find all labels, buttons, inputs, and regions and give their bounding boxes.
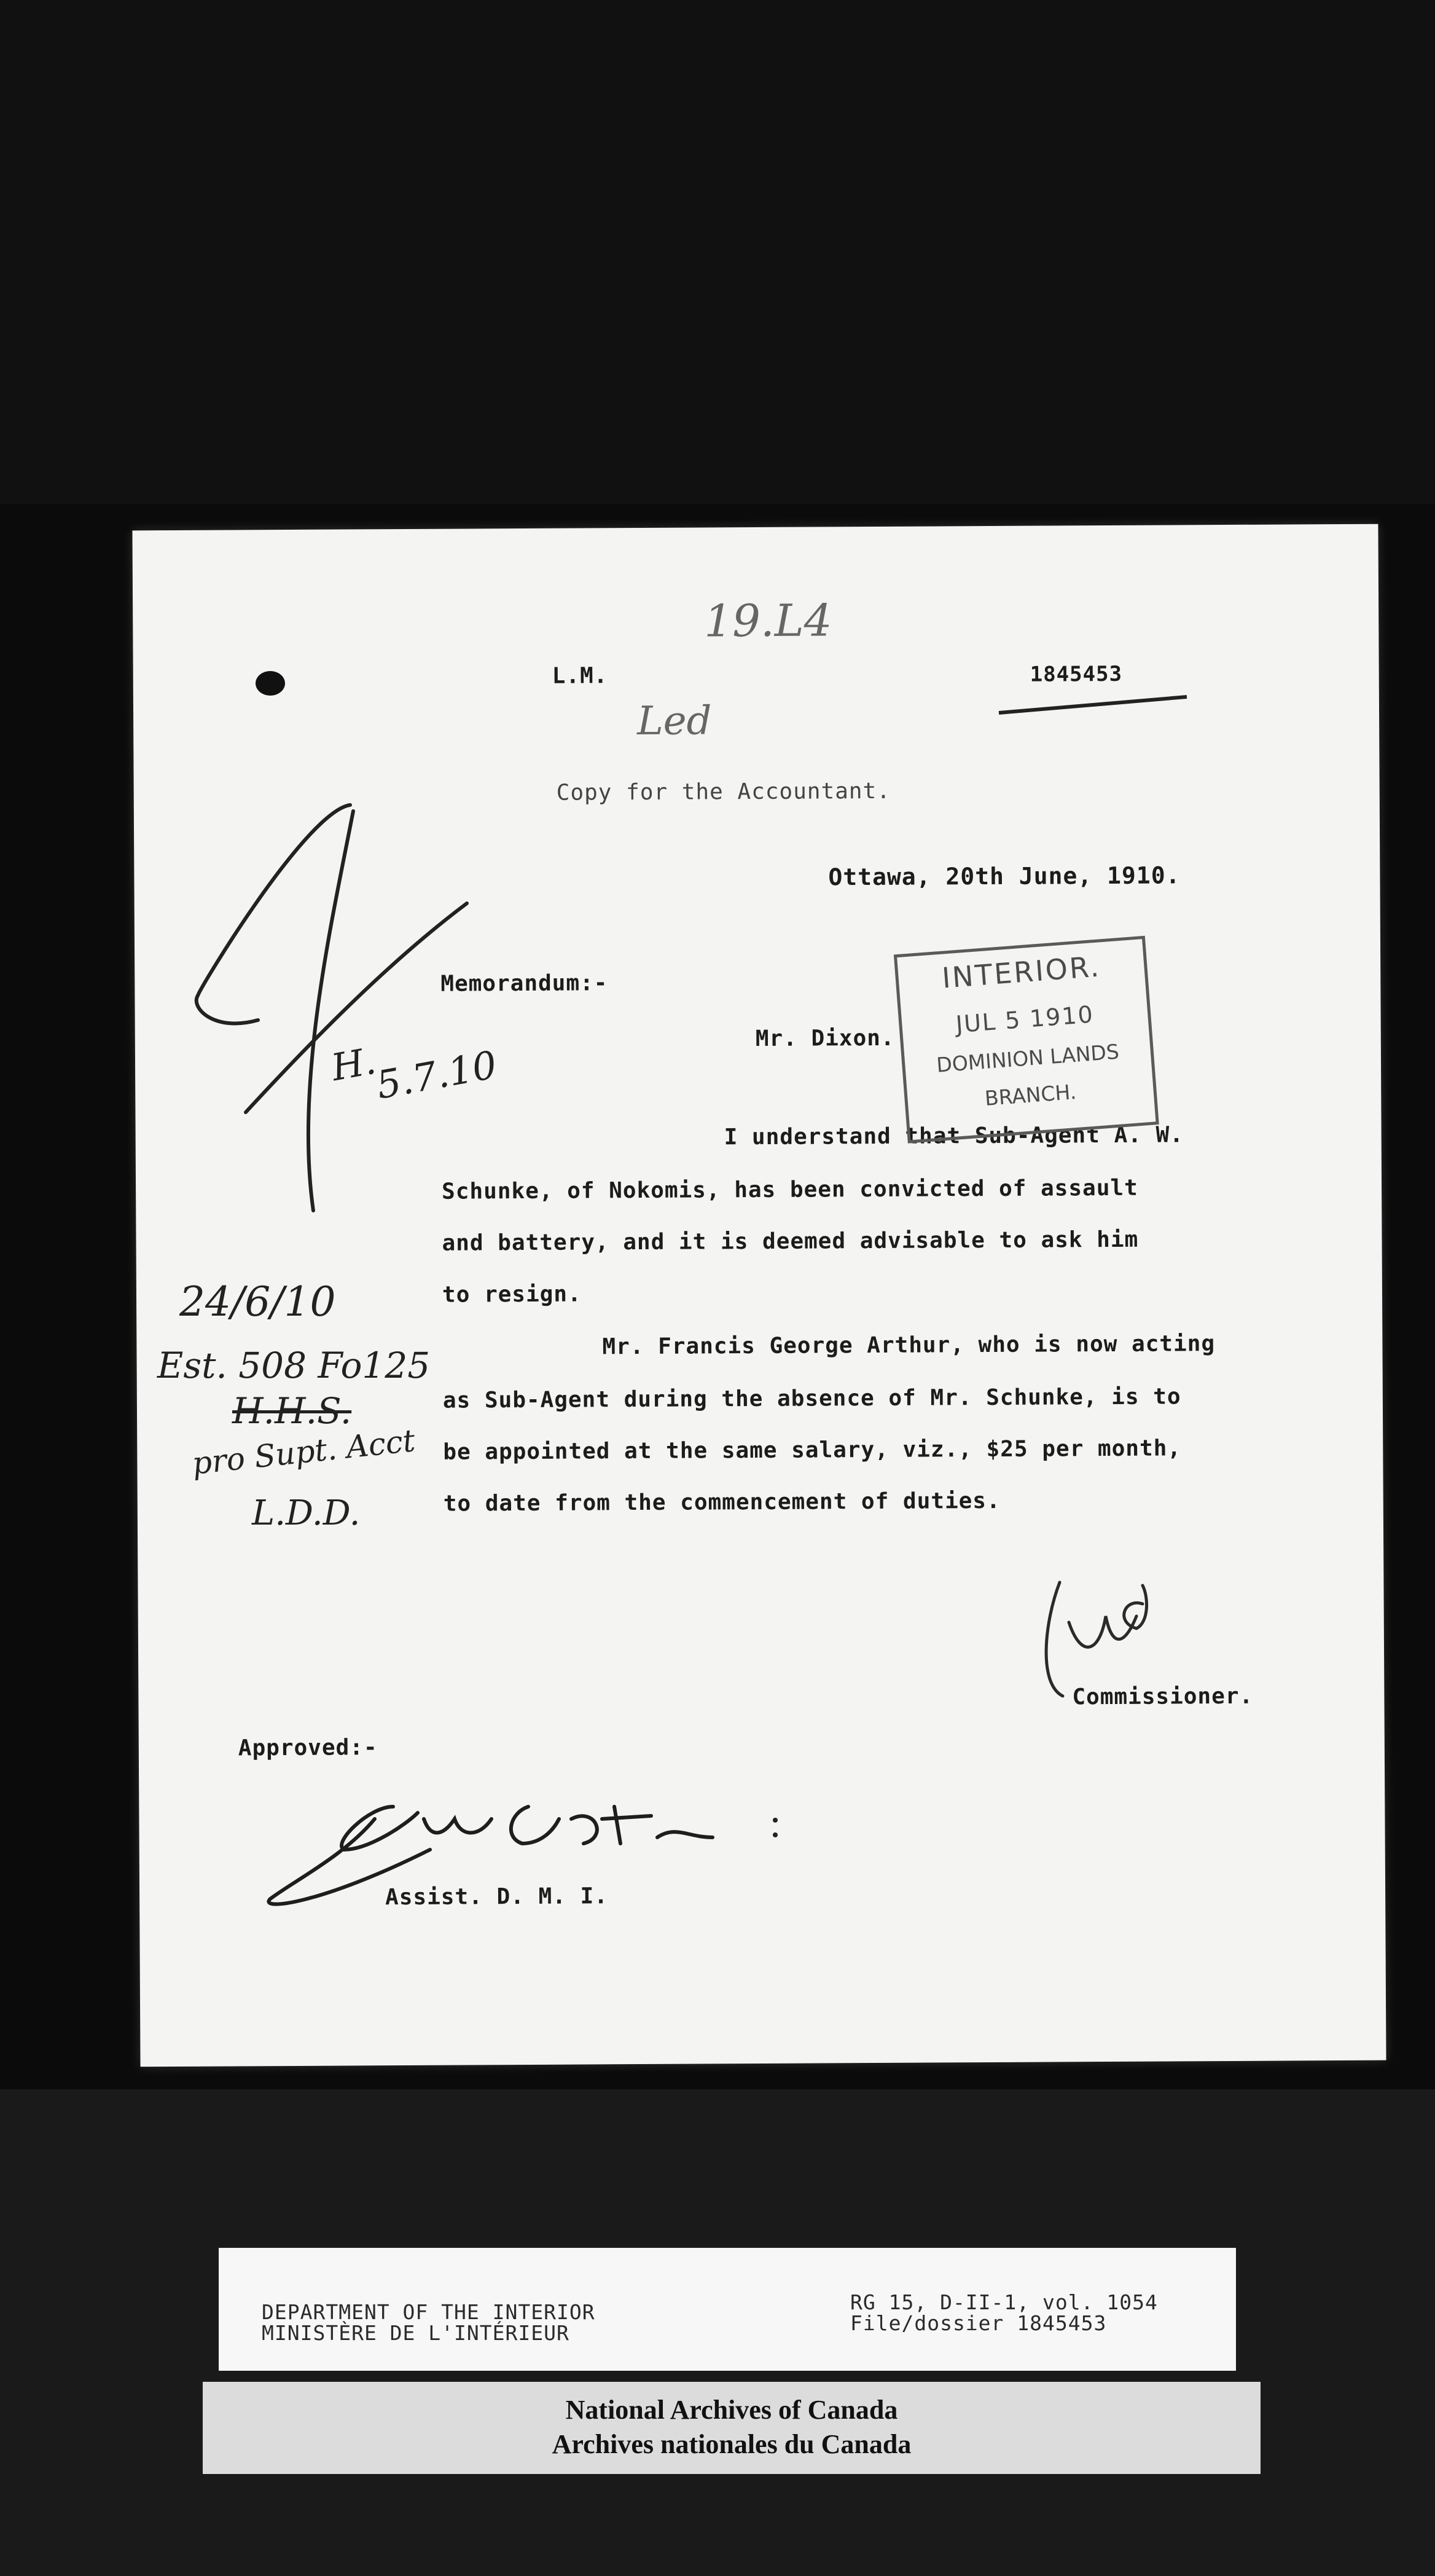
- margin-note-date: 24/6/10: [179, 1278, 336, 1325]
- department-fr: MINISTÈRE DE L'INTÉRIEUR: [262, 2321, 569, 2345]
- commissioner-signature: [1046, 1582, 1146, 1696]
- stamp-date: JUL 5 1910: [955, 1000, 1095, 1039]
- department-en: DEPARTMENT OF THE INTERIOR: [262, 2300, 595, 2324]
- record-group: RG 15, D-II-1, vol. 1054: [850, 2290, 1158, 2314]
- copy-note: Copy for the Accountant.: [556, 778, 891, 806]
- handwritten-top-note: 19.L4: [704, 594, 832, 647]
- approver-title: Assist. D. M. I.: [385, 1883, 609, 1910]
- file-number: 1845453: [1030, 661, 1123, 687]
- paragraph2-line3: be appointed at the same salary, viz., $25 per month,: [443, 1435, 1182, 1465]
- stamp-branch-line2: BRANCH.: [983, 1079, 1077, 1111]
- stamp-branch-line1: DOMINION LANDS: [936, 1039, 1120, 1077]
- header-initials: L.M.: [552, 663, 608, 689]
- memo-label: Memorandum:-: [440, 970, 608, 997]
- archives-name-en: National Archives of Canada: [565, 2395, 898, 2425]
- stamp-title: INTERIOR.: [940, 949, 1102, 995]
- approved-label: Approved:-: [238, 1735, 378, 1761]
- margin-note-ldd: L.D.D.: [252, 1493, 361, 1533]
- addressee: Mr. Dixon.: [755, 1025, 895, 1052]
- handwritten-initials: Led: [636, 698, 712, 745]
- archives-name-fr: Archives nationales du Canada: [552, 2429, 912, 2459]
- archive-reference-label: [219, 2248, 1236, 2371]
- date-line: Ottawa, 20th June, 1910.: [828, 862, 1181, 891]
- paragraph2-line1: Mr. Francis George Arthur, who is now acting: [602, 1331, 1216, 1360]
- signer-title: Commissioner.: [1072, 1683, 1254, 1710]
- margin-note-supt: pro Supt. Acct: [190, 1423, 417, 1482]
- pen-slash-mark: [197, 805, 467, 1211]
- paragraph2-line2: as Sub-Agent during the absence of Mr. Schunke, is to: [442, 1384, 1181, 1413]
- approver-signature: [268, 1807, 713, 1904]
- paragraph1-line2: Schunke, of Nokomis, has been convicted of assault: [442, 1175, 1138, 1204]
- paragraph2-line4: to date from the commencement of duties.: [443, 1488, 1001, 1517]
- punch-hole: [256, 671, 285, 696]
- file-number-underline: [999, 697, 1187, 713]
- paragraph1-line3: and battery, and it is deemed advisable to ask him: [442, 1227, 1139, 1256]
- margin-note-est: Est. 508 Fo125: [157, 1345, 431, 1386]
- reference-numbers: [850, 2292, 1158, 2334]
- handwritten-initial-h: H.: [328, 1039, 380, 1090]
- paragraph1-line4: to resign.: [442, 1281, 582, 1308]
- handwritten-date: 5.7.10: [373, 1042, 501, 1108]
- archives-name-label: [203, 2382, 1261, 2474]
- paragraph1-line1: I understand that Sub-Agent A. W.: [724, 1122, 1184, 1150]
- margin-note-initials: H.H.S.: [232, 1390, 352, 1432]
- file-dossier: File/dossier 1845453: [850, 2311, 1107, 2335]
- department-names: [262, 2302, 595, 2344]
